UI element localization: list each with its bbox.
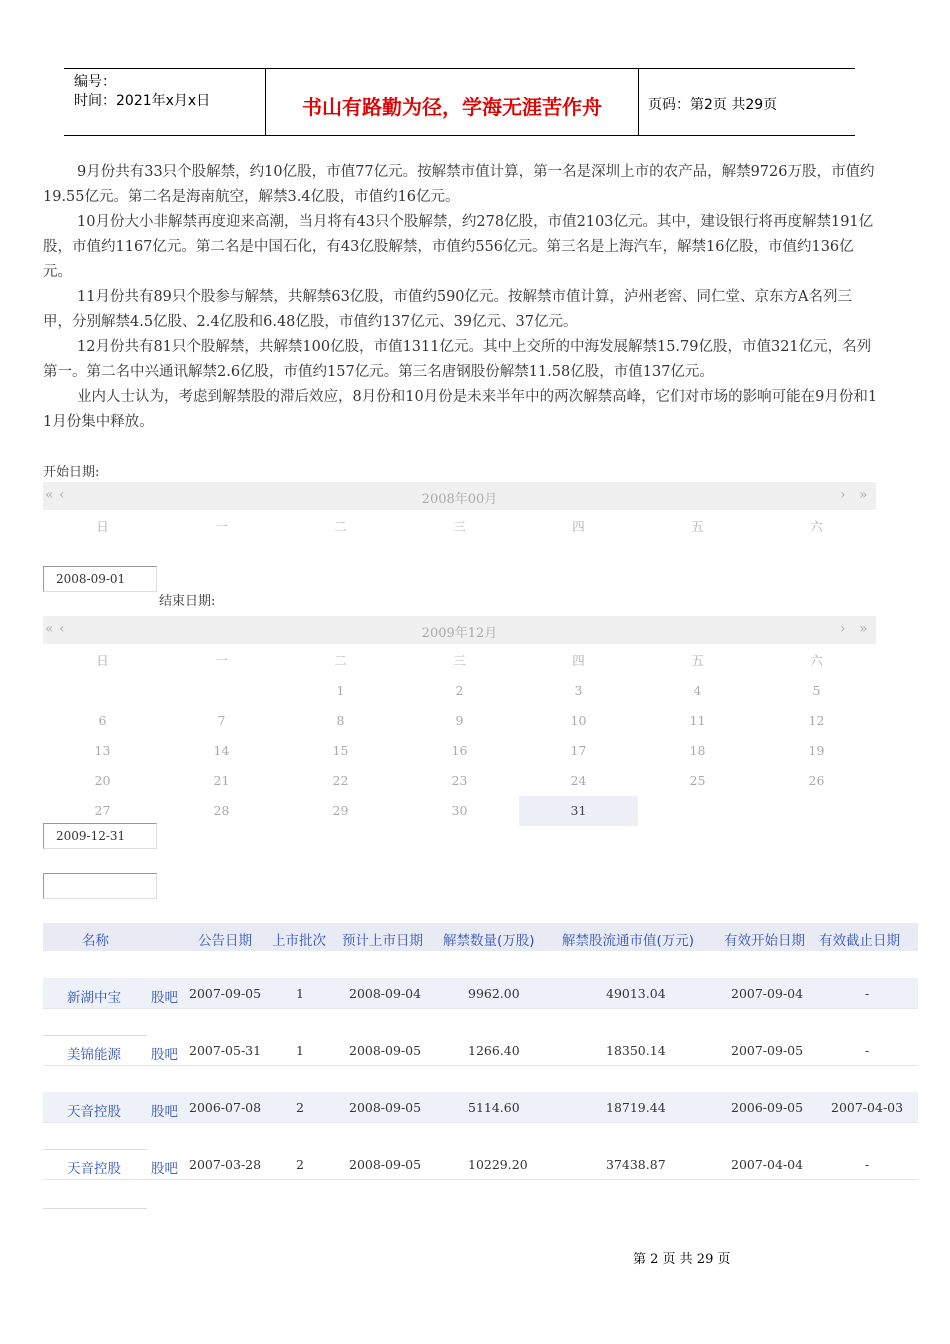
calendar-day[interactable]: 30: [451, 803, 468, 818]
weekday-label: 三: [453, 653, 466, 668]
column-header: 上市批次: [272, 933, 326, 949]
time-label: 时间：2021年x月x日: [74, 93, 211, 109]
weekday-label: 一: [215, 653, 228, 668]
valid-start-cell: 2007-04-04: [731, 1157, 804, 1172]
calendar-day[interactable]: 13: [94, 743, 111, 758]
weekday-label: 六: [810, 653, 823, 668]
market-value-cell: 18719.44: [606, 1100, 666, 1115]
stock-name-link[interactable]: 美锦能源: [67, 1047, 121, 1063]
calendar-empty-cell: [162, 676, 281, 706]
column-header: 公告日期: [198, 933, 252, 949]
end-calendar-header: [43, 616, 876, 644]
calendar-day[interactable]: 31: [519, 796, 638, 826]
start-calendar-header: [43, 482, 876, 510]
start-date-label: 开始日期:: [43, 465, 100, 480]
list-date-cell: 2008-09-05: [349, 1043, 422, 1058]
calendar-day[interactable]: 5: [812, 683, 821, 698]
valid-end-cell: -: [865, 1157, 870, 1172]
paragraph: 11月份共有89只个股参与解禁，共解禁63亿股，市值约590亿元。按解禁市值计算，泸州老窖、同仁堂、京东方A名列三甲，分别解禁4.5亿股、2.4亿股和6.48亿股，市值约137亿元、39亿元、37亿元。: [43, 289, 852, 330]
start-calendar-title: 2008年00月: [421, 492, 498, 507]
valid-end-cell: -: [865, 1043, 870, 1058]
paragraph: 10月份大小非解禁再度迎来高潮，当月将有43只个股解禁，约278亿股，市值2103亿元。其中，建设银行将再度解禁191亿股，市值约1167亿元。第二名是中国石化，有43亿股解禁，市值约556亿元。第三名是上海汽车，解禁16亿股，市值约136亿元。: [43, 214, 874, 280]
weekday-label: 二: [334, 519, 347, 534]
batch-cell: 2: [296, 1157, 304, 1172]
table-header: [43, 923, 918, 951]
market-value-cell: 18350.14: [606, 1043, 666, 1058]
forum-link[interactable]: 股吧: [151, 1047, 178, 1063]
row-divider: [43, 1065, 918, 1066]
article-body: [43, 160, 878, 435]
page-footer: 第 2 页 共 29 页: [633, 1252, 731, 1267]
calendar-day[interactable]: 20: [94, 773, 111, 788]
batch-cell: 1: [296, 1043, 304, 1058]
calendar-day[interactable]: 15: [332, 743, 349, 758]
calendar-day[interactable]: 28: [213, 803, 230, 818]
weekday-label: 日: [96, 519, 109, 534]
row-divider: [43, 1179, 918, 1180]
quantity-cell: 5114.60: [468, 1100, 520, 1115]
next-month-icon[interactable]: ›: [840, 487, 846, 503]
list-date-cell: 2008-09-04: [349, 986, 422, 1001]
calendar-day[interactable]: 7: [217, 713, 226, 728]
page-header: [64, 68, 855, 136]
query-input[interactable]: [43, 873, 157, 899]
code-label: 编号：: [74, 74, 116, 90]
table-divider: [43, 1208, 147, 1209]
column-header: 名称: [82, 933, 109, 949]
calendar-day[interactable]: 26: [808, 773, 825, 788]
calendar-day[interactable]: 29: [332, 803, 349, 818]
stock-name-link[interactable]: 天音控股: [67, 1161, 121, 1177]
calendar-day[interactable]: 24: [570, 773, 587, 788]
weekday-label: 六: [810, 519, 823, 534]
weekday-label: 五: [691, 653, 704, 668]
calendar-day[interactable]: 4: [693, 683, 702, 698]
calendar-day[interactable]: 19: [808, 743, 825, 758]
calendar-day[interactable]: 12: [808, 713, 825, 728]
next-year-icon[interactable]: »: [859, 621, 868, 637]
calendar-day[interactable]: 2: [455, 683, 464, 698]
batch-cell: 2: [296, 1100, 304, 1115]
calendar-day[interactable]: 6: [98, 713, 107, 728]
quantity-cell: 1266.40: [468, 1043, 520, 1058]
stock-name-link[interactable]: 天音控股: [67, 1104, 121, 1120]
calendar-empty-cell: [638, 796, 757, 826]
calendar-day[interactable]: 25: [689, 773, 706, 788]
calendar-day[interactable]: 23: [451, 773, 468, 788]
next-month-icon[interactable]: ›: [840, 621, 846, 637]
calendar-day[interactable]: 1: [336, 683, 345, 698]
valid-end-cell: -: [865, 986, 870, 1001]
market-value-cell: 49013.04: [606, 986, 666, 1001]
announce-date-cell: 2007-03-28: [189, 1157, 262, 1172]
quantity-cell: 9962.00: [468, 986, 520, 1001]
end-date-input[interactable]: 2009-12-31: [43, 823, 157, 849]
row-divider: [43, 1008, 918, 1009]
announce-date-cell: 2006-07-08: [189, 1100, 262, 1115]
forum-link[interactable]: 股吧: [151, 1161, 178, 1177]
quantity-cell: 10229.20: [468, 1157, 528, 1172]
announce-date-cell: 2007-05-31: [189, 1043, 262, 1058]
column-header: 解禁数量(万股): [443, 933, 535, 949]
start-date-input[interactable]: 2008-09-01: [43, 566, 157, 592]
header-divider: [638, 69, 639, 136]
table-row: [43, 1035, 147, 1036]
valid-start-cell: 2006-09-05: [731, 1100, 804, 1115]
table-row: [43, 1149, 147, 1150]
calendar-day[interactable]: 18: [689, 743, 706, 758]
weekday-label: 一: [215, 519, 228, 534]
batch-cell: 1: [296, 986, 304, 1001]
calendar-day[interactable]: 22: [332, 773, 349, 788]
calendar-day[interactable]: 9: [455, 713, 464, 728]
weekday-label: 五: [691, 519, 704, 534]
end-calendar-title: 2009年12月: [421, 626, 498, 641]
calendar-day[interactable]: 21: [213, 773, 230, 788]
column-header: 有效截止日期: [819, 933, 900, 949]
next-year-icon[interactable]: »: [859, 487, 868, 503]
prev-year-icon[interactable]: «: [45, 487, 54, 503]
weekday-label: 日: [96, 653, 109, 668]
calendar-day[interactable]: 17: [570, 743, 587, 758]
paragraph: 业内人士认为，考虑到解禁股的滞后效应，8月份和10月份是未来半年中的两次解禁高峰，它们对市场的影响可能在9月份和11月份集中释放。: [43, 389, 878, 430]
valid-start-cell: 2007-09-04: [731, 986, 804, 1001]
prev-month-icon[interactable]: ‹: [59, 487, 65, 503]
weekday-label: 四: [572, 653, 585, 668]
prev-year-icon[interactable]: «: [45, 621, 54, 637]
valid-start-cell: 2007-09-05: [731, 1043, 804, 1058]
calendar-day[interactable]: 27: [94, 803, 111, 818]
weekday-label: 四: [572, 519, 585, 534]
calendar-day[interactable]: 16: [451, 743, 468, 758]
market-value-cell: 37438.87: [606, 1157, 666, 1172]
column-header: 解禁股流通市值(万元): [562, 933, 695, 949]
paragraph: 9月份共有33只个股解禁，约10亿股，市值77亿元。按解禁市值计算，第一名是深圳上市的农产品，解禁9726万股，市值约19.55亿元。第二名是海南航空，解禁3.4亿股，市值约16亿元。: [43, 164, 875, 205]
forum-link[interactable]: 股吧: [151, 1104, 178, 1120]
valid-end-cell: 2007-04-03: [831, 1100, 904, 1115]
calendar-day[interactable]: 10: [570, 713, 587, 728]
calendar-day[interactable]: 3: [574, 683, 583, 698]
header-page-number: 页码：第2页 共29页: [648, 97, 778, 113]
stock-name-link[interactable]: 新湖中宝: [67, 990, 121, 1006]
calendar-day[interactable]: 11: [689, 713, 706, 728]
header-meta: [74, 73, 210, 111]
weekday-label: 二: [334, 653, 347, 668]
prev-month-icon[interactable]: ‹: [59, 621, 65, 637]
list-date-cell: 2008-09-05: [349, 1157, 422, 1172]
paragraph: 12月份共有81只个股解禁，共解禁100亿股，市值1311亿元。其中上交所的中海发展解禁15.79亿股，市值321亿元，名列第一。第二名中兴通讯解禁2.6亿股，市值约157亿元。第三名唐钢股份解禁11.58亿股，市值137亿元。: [43, 339, 872, 380]
announce-date-cell: 2007-09-05: [189, 986, 262, 1001]
calendar-empty-cell: [757, 796, 876, 826]
list-date-cell: 2008-09-05: [349, 1100, 422, 1115]
end-date-label: 结束日期:: [159, 594, 216, 609]
forum-link[interactable]: 股吧: [151, 990, 178, 1006]
column-header: 有效开始日期: [724, 933, 805, 949]
header-motto: 书山有路勤为径，学海无涯苦作舟: [302, 95, 602, 119]
weekday-label: 三: [453, 519, 466, 534]
column-header: 预计上市日期: [342, 933, 423, 949]
calendar-day[interactable]: 8: [336, 713, 345, 728]
calendar-day[interactable]: 14: [213, 743, 230, 758]
row-divider: [43, 1122, 918, 1123]
calendar-empty-cell: [43, 676, 162, 706]
